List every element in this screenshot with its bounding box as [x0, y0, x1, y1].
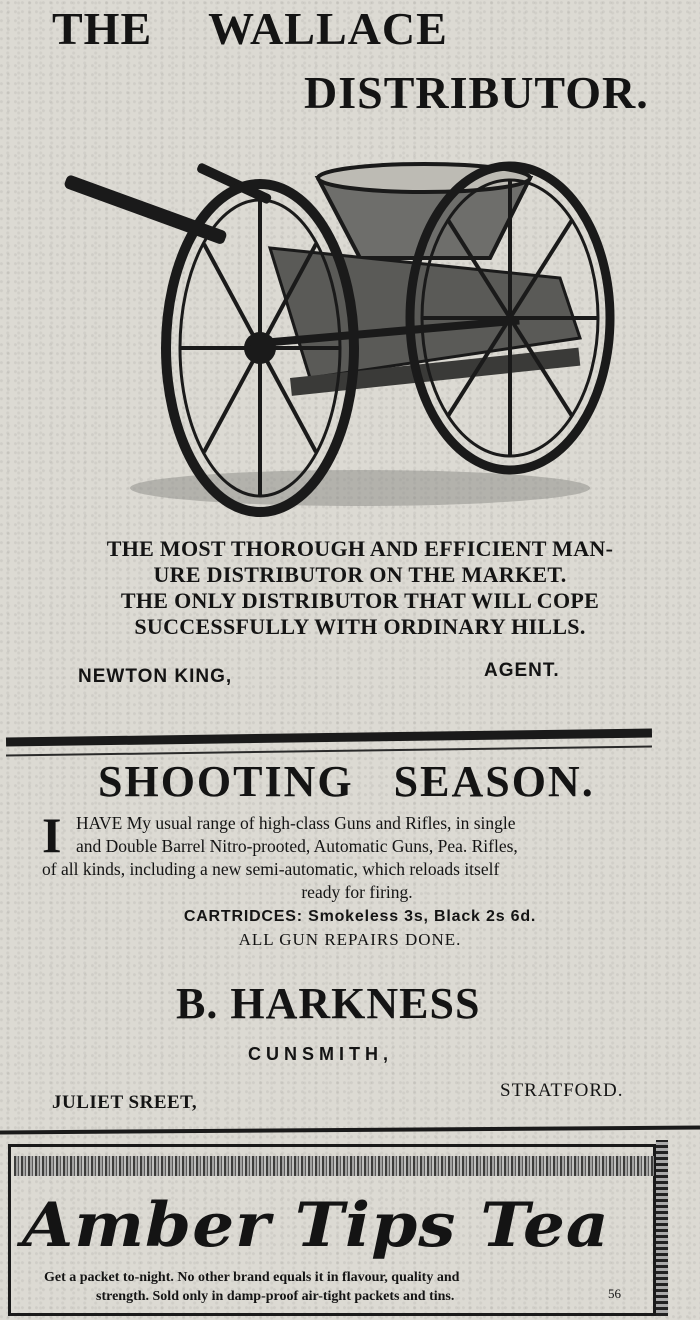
harkness-body-line1: HAVE My usual range of high-class Guns and Rifles, in single [76, 813, 516, 833]
harkness-body-line [42, 812, 672, 835]
harkness-street: JULIET SREET, [52, 1092, 198, 1113]
agent-name: NEWTON KING, [78, 666, 233, 687]
divider-rule-thin [6, 745, 652, 756]
divider-rule-bottom [0, 1126, 700, 1135]
wallace-title-wallace: WALLACE [208, 3, 448, 54]
wallace-title-line2: DISTRIBUTOR. [304, 67, 649, 118]
cartridges-prices: CARTRIDCES: Smokeless 3s, Black 2s 6d. [183, 908, 537, 925]
ad-number: 56 [608, 1286, 621, 1301]
manure-distributor-illustration [60, 148, 630, 528]
harkness-town: STRATFORD. [500, 1080, 624, 1101]
harkness-ad-body [42, 807, 672, 904]
tea-ad-body [44, 1268, 624, 1306]
wallace-body-line: THE ONLY DISTRIBUTOR THAT WILL COPE [120, 588, 600, 613]
divider-rule [6, 728, 652, 746]
tea-body-line1: Get a packet to-night. No other brand equals it in flavour, quality and [44, 1270, 460, 1285]
wallace-body-line: URE DISTRIBUTOR ON THE MARKET. [153, 562, 567, 587]
harkness-trade: CUNSMITH, [248, 1044, 393, 1064]
agent-role: AGENT. [484, 660, 560, 681]
harkness-body-line [42, 835, 672, 858]
wallace-body-line: THE MOST THOROUGH AND EFFICIENT MAN- [106, 536, 614, 561]
harkness-body-line3: of all kinds, including a new semi-automatic, which reloads itself [42, 859, 500, 879]
tea-brand-name: Amber Tips Tea [22, 1189, 610, 1261]
gun-repairs-line: ALL GUN REPAIRS DONE. [238, 930, 462, 949]
drop-cap: I [42, 807, 62, 863]
shooting-season-title [98, 756, 595, 807]
wallace-body-line: SUCCESSFULLY WITH ORDINARY HILLS. [134, 614, 586, 639]
harkness-body-line2: and Double Barrel Nitro-prooted, Automatic Guns, Pea. Rifles, [76, 836, 518, 856]
shooting-word: SHOOTING [98, 757, 354, 806]
tea-ad-ornament-band [14, 1156, 654, 1176]
wallace-title-line1 [52, 2, 448, 55]
tea-body-line2: strength. Sold only in damp-proof air-tight packets and tins. [96, 1289, 455, 1304]
harkness-name: B. HARKNESS [176, 979, 481, 1028]
wallace-ad-body [60, 536, 660, 640]
harkness-body-line4: ready for firing. [301, 882, 413, 902]
tea-ad-side-ornament [656, 1140, 668, 1316]
wallace-title-the: THE [52, 3, 153, 54]
season-word: SEASON. [393, 757, 595, 806]
